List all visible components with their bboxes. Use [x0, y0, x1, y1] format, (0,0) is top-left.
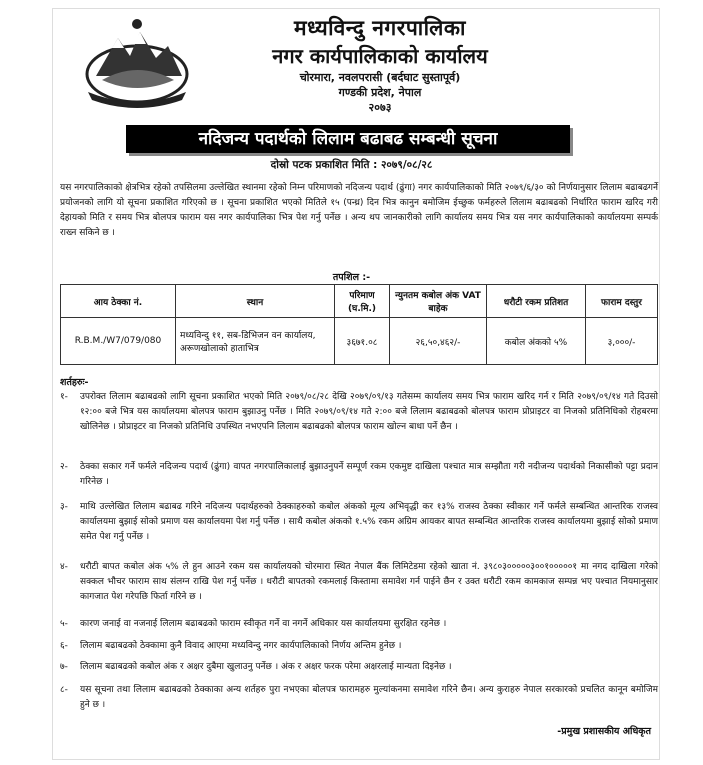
term-text: माथि उल्लेखित लिलाम बढाबढ गरिने नदिजन्य पदार्थहरुको ठेक्काहरुको कबोल अंकको मूल्य अभिवृद्धी कर १३% राजस्व ठेक्का स्वीकार गर्ने फर्मले सम्बन्धित आन्तरिक राजस्व कार्यालयमा बुझाई सोको प्रमाण यस कार्यालयमा पेश गर्नु पर्नेछ । साथै कबोल अंकको १.५% रकम अग्रिम आयकर बापत सम्बन्धित आन्तरिक राजस्व कार्यालयमा बुझाई सोको प्रमाण समेत पेश गर्नु पर्नेछ । — [80, 502, 658, 542]
col-header-form-fee: फाराम दस्तुर — [586, 285, 658, 318]
office-address: चोरमारा, नवलपरासी (बर्दघाट सुस्तापूर्व) — [299, 71, 461, 84]
municipality-name: मध्यविन्दु नगरपालिका — [294, 16, 466, 40]
term-number: ३- — [60, 502, 68, 512]
term-item-5 — [60, 617, 658, 632]
term-item-3 — [60, 500, 658, 545]
term-item-6 — [60, 639, 658, 654]
cell-deposit: कबोल अंकको ५% — [487, 318, 586, 365]
term-number: १- — [60, 392, 68, 402]
term-number: ६- — [60, 641, 68, 651]
col-header-location: स्थान — [176, 285, 335, 318]
col-header-deposit: धरौटी रकम प्रतिशत — [487, 285, 586, 318]
col-header-quantity: परिमाण (घ.मि.) — [335, 285, 390, 318]
term-number: ४- — [60, 562, 68, 572]
cell-form-fee: ३,०००/- — [586, 318, 658, 365]
term-text: उपरोक्त लिलाम बढाबढको लागि सूचना प्रकाशित भएको मिति २०७९/०८/२८ देखि २०७९/०९/१३ गतेसम्म कार्यालय समय भित्र फाराम खरिद गर्न र मिति २०७९/०९/१४ गते दिउसो १२:०० बजे भित्र यस कार्यालयमा बोलपत्र फाराम बुझाउनु पर्नेछ । मिति २०७९/०९/१४ गते २:०० बजे लिलाम बढाबढको बोलपत्र फाराम प्रोप्राइटर वा निजको प्रतिनिधिको रोहबरमा खोलिनेछ । प्रोप्राइटर वा निजको प्रतिनिधि उपस्थित नभएपनि लिलाम बढाबढको बोलपत्र फाराम खोल्न बाधा पर्ने छैन । — [80, 392, 658, 432]
term-text: लिलाम बढाबढको ठेक्कामा कुनै विवाद आएमा मध्यविन्दु नगर कार्यपालिकाको निर्णय अन्तिम हुनेछ । — [80, 641, 402, 651]
term-item-8 — [60, 683, 658, 713]
province-name: गण्डकी प्रदेश, नेपाल — [338, 86, 422, 99]
nepal-emblem-icon — [78, 16, 196, 108]
term-number: ५- — [60, 619, 68, 629]
auction-table — [60, 284, 658, 365]
signature-line: -प्रमुख प्रशासकीय अधिकृत — [557, 726, 651, 737]
term-text: कारण जनाई वा नजनाई लिलाम बढाबढको फाराम स्वीकृत गर्ने वा नगर्ने अधिकार यस कार्यालयमा सुरक्षित रहनेछ । — [80, 619, 447, 629]
notice-title-banner: नदिजन्य पदार्थको लिलाम बढाबढ सम्बन्धी सूचना — [126, 125, 570, 153]
term-item-4 — [60, 560, 658, 605]
term-item-2 — [60, 460, 658, 490]
term-text: यस सूचना तथा लिलाम बढाबढको ठेक्काका अन्य शर्तहरु पुरा नभएका बोलपत्र फारामहरु मुल्यांकनमा समावेश गरिने छैन। अन्य कुराहरु नेपाल सरकारको प्रचलित कानून बमोजिम हुने छ । — [80, 685, 658, 710]
term-text: ठेक्का सकार गर्ने फर्मले नदिजन्य पदार्थ (ढुंगा) वापत नगरपालिकालाई बुझाउनुपर्ने सम्पूर्ण रकम एकमुष्ट दाखिला पश्चात मात्र सम्झौता गरी नदीजन्य पदार्थको निकासीको पट्टा प्रदान गरिनेछ । — [80, 462, 658, 487]
term-text: लिलाम बढाबढको कबोल अंक र अक्षर दुबैमा खुलाउनु पर्नेछ । अंक र अक्षर फरक परेमा अक्षरलाई मान्यता दिइनेछ । — [80, 662, 452, 672]
term-number: २- — [60, 462, 68, 472]
col-header-min-bid: न्युनतम कबोल अंक VAT बाहेक — [390, 285, 487, 318]
reissue-date: दोस्रो पटक प्रकाशित मिति : २०७९/०८/२८ — [270, 159, 433, 171]
cell-contract-no: R.B.M./W7/079/080 — [61, 318, 176, 365]
intro-paragraph: यस नगरपालिकाको क्षेत्रभित्र रहेको तपसिलमा उल्लेखित स्थानमा रहेको निम्न परिमाणको नदिजन्य पदार्थ (ढुंगा) नगर कार्यपालिकाको मिति २०७९/६/३० को निर्णयानुसार लिलाम बढाबढगर्ने प्रयोजनको लागि यो सूचना प्रकाशित गरिएको छ । सूचना प्रकाशित भएको मितिले १५ (पन्ध्र) दिन भित्र कानुन बमोजिम ईच्छुक फर्महरुले लिलाम बढाबढको निर्धारित फाराम खरिद गरी देहायको मिति र समय भित्र बोलपत्र फाराम यस नगर कार्यपालिका भित्र पेश गर्नु पर्नेछ । अन्य थप जानकारीको लागि कार्यालय समय भित्र यस नगर कार्यपालिकाको कार्यालयमा सम्पर्क राख्न सकिने छ । — [60, 183, 658, 238]
table-header-row — [61, 285, 658, 318]
term-number: ८- — [60, 685, 68, 695]
cell-location: मध्यविन्दु ११, सब-डिभिजन वन कार्यालय, अरूणखोलाको हाताभित्र — [176, 318, 335, 365]
cell-min-bid: २६,५०,४६२/- — [390, 318, 487, 365]
table-row — [61, 318, 658, 365]
term-item-1 — [60, 390, 658, 435]
office-name: नगर कार्यपालिकाको कार्यालय — [272, 44, 488, 68]
term-text: धरौटी बापत कबोल अंक ५% ले हुन आउने रकम यस कार्यालयको चोरमारा स्थित नेपाल बैंक लिमिटेडमा रहेको खाता नं. ३९८०३०००००३००१०००००१ मा नगद दाखिला गरेको सक्कल भौचर फाराम साथ संलग्न राखि पेश गर्नु पर्नेछ । धरौटी बापतको रकमलाई किस्तामा समावेश गर्न पाईने छैन र उक्त धरौटी रकम कामकाज सम्पन्न भए पश्चात नियमानुसार कागजात पेश गरेपछि फिर्ता गरिने छ । — [80, 562, 658, 602]
details-heading: तपशिल :- — [332, 272, 371, 283]
term-item-7 — [60, 660, 658, 675]
year-label: २०७३ — [368, 101, 392, 114]
term-number: ७- — [60, 662, 68, 672]
cell-quantity: ३६७१.०८ — [335, 318, 390, 365]
terms-heading: शर्तहरुः- — [60, 377, 89, 388]
col-header-contract-no: आय ठेक्का नं. — [61, 285, 176, 318]
